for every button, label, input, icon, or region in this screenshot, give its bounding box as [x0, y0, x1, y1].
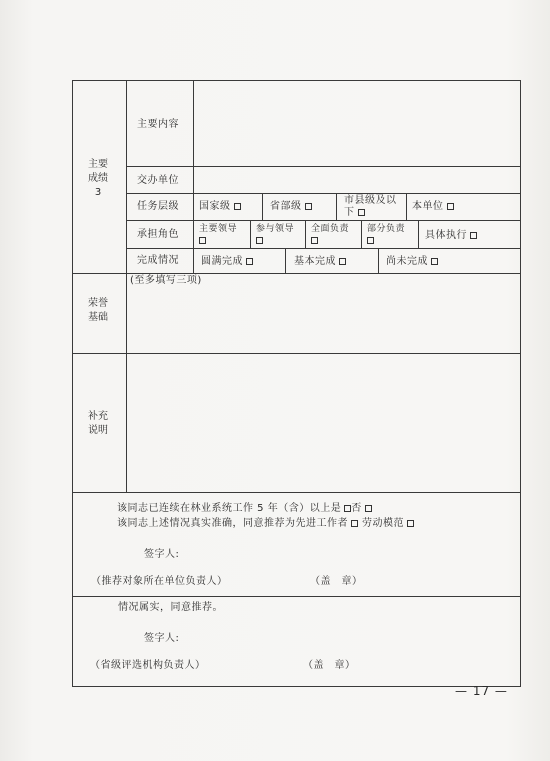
- rule: [72, 596, 521, 597]
- checkbox[interactable]: [470, 232, 477, 239]
- assigning-unit-label: 交办单位: [137, 175, 179, 186]
- cell-divider: [378, 248, 379, 273]
- checkbox[interactable]: [305, 203, 312, 210]
- completion-basic[interactable]: 基本完成: [294, 256, 346, 268]
- checkbox-labor-model[interactable]: [407, 520, 414, 527]
- rule: [72, 492, 521, 493]
- declaration-seal: （盖 章）: [310, 576, 363, 587]
- checkbox-advanced-worker[interactable]: [351, 520, 358, 527]
- checkbox[interactable]: [447, 203, 454, 210]
- task-level-national[interactable]: 国家级: [199, 201, 241, 213]
- checkbox-no[interactable]: [365, 505, 372, 512]
- role-participating-leader[interactable]: 参与领导: [256, 223, 294, 247]
- honor-field[interactable]: [128, 288, 519, 351]
- assigning-unit-field[interactable]: [195, 168, 519, 192]
- completion-perfect[interactable]: 圆满完成: [201, 256, 253, 268]
- main-content-label: 主要内容: [137, 119, 179, 130]
- main-content-field[interactable]: [195, 82, 519, 165]
- left-column-divider: [126, 80, 127, 492]
- rule: [72, 273, 521, 274]
- row-label-divider: [193, 80, 194, 273]
- rule: [126, 248, 521, 249]
- checkbox[interactable]: [431, 258, 438, 265]
- checkbox[interactable]: [367, 237, 374, 244]
- cell-divider: [361, 220, 362, 248]
- rule: [72, 353, 521, 354]
- cell-divider: [262, 193, 263, 220]
- cell-divider: [250, 220, 251, 248]
- rule: [126, 166, 521, 167]
- role-specific-execution[interactable]: 具体执行: [425, 230, 477, 242]
- checkbox[interactable]: [246, 258, 253, 265]
- provincial-org-head: （省级评选机构负责人）: [90, 660, 206, 671]
- cell-divider: [305, 220, 306, 248]
- supplement-field[interactable]: [128, 355, 519, 490]
- honor-note: (至多填写三项): [130, 275, 202, 286]
- role-full-responsible[interactable]: 全面负责: [311, 223, 349, 247]
- completion-label: 完成情况: [137, 255, 179, 266]
- checkbox[interactable]: [234, 203, 241, 210]
- checkbox[interactable]: [358, 209, 365, 216]
- task-level-provincial[interactable]: 省部级: [270, 201, 312, 213]
- honor-basis-label: 荣誉 基础: [88, 298, 108, 323]
- cell-divider: [285, 248, 286, 273]
- supplement-label: 补充 说明: [88, 411, 108, 436]
- role-label: 承担角色: [137, 229, 179, 240]
- declaration-line-2: 该同志上述情况真实准确，同意推荐为先进工作者 劳动模范: [117, 518, 414, 530]
- provincial-signer: 签字人:: [144, 633, 180, 644]
- role-partial-responsible[interactable]: 部分负责: [367, 223, 405, 247]
- cell-divider: [418, 220, 419, 248]
- checkbox[interactable]: [199, 237, 206, 244]
- declaration-unit-head: （推荐对象所在单位负责人）: [91, 576, 228, 587]
- task-level-city-county[interactable]: 下: [344, 207, 365, 219]
- cell-divider: [406, 193, 407, 220]
- cell-divider: [336, 193, 337, 220]
- rule: [126, 193, 521, 194]
- main-achievement-label: 主要 成绩 3: [88, 159, 108, 198]
- task-level-own-unit[interactable]: 本单位: [412, 201, 454, 213]
- task-level-label: 任务层级: [137, 201, 179, 212]
- checkbox[interactable]: [256, 237, 263, 244]
- declaration-line-1: 该同志已连续在林业系统工作 5 年（含）以上是 否: [117, 503, 372, 515]
- page-number: — 17 —: [455, 684, 508, 698]
- completion-not-yet[interactable]: 尚未完成: [386, 256, 438, 268]
- checkbox[interactable]: [339, 258, 346, 265]
- checkbox[interactable]: [311, 237, 318, 244]
- provincial-seal: （盖 章）: [303, 660, 356, 671]
- task-level-city-county-label: 市县级及以: [344, 195, 397, 206]
- declaration-signer: 签字人:: [144, 549, 180, 560]
- provincial-statement: 情况属实，同意推荐。: [118, 602, 223, 613]
- rule: [126, 220, 521, 221]
- role-main-leader[interactable]: 主要领导: [199, 223, 237, 247]
